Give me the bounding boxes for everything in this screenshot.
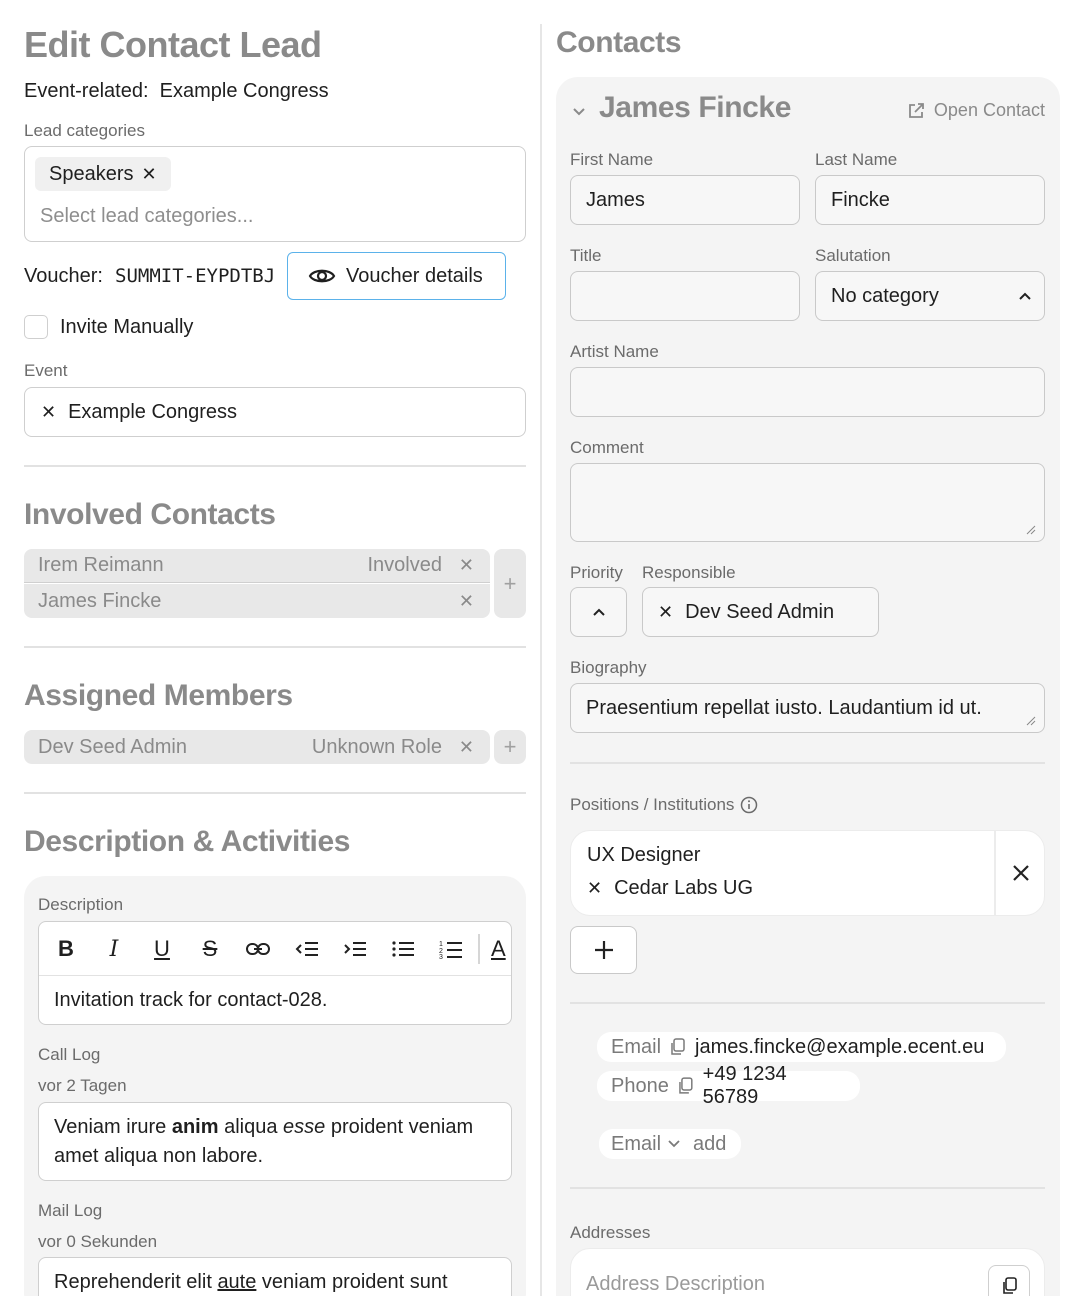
salutation-select[interactable] xyxy=(815,271,1045,321)
svg-text:1: 1 xyxy=(439,941,443,948)
assigned-member-name: Dev Seed Admin xyxy=(38,735,187,758)
contacts-section xyxy=(556,0,1060,1296)
chevron-up-icon xyxy=(1018,291,1032,301)
assigned-members-heading: Assigned Members xyxy=(24,679,293,712)
assigned-member-role: Unknown Role xyxy=(311,735,442,758)
responsible-select[interactable] xyxy=(642,587,879,637)
assigned-member-row[interactable] xyxy=(24,730,490,764)
add-position-button[interactable] xyxy=(570,926,637,974)
eye-icon xyxy=(308,266,336,286)
event-select[interactable] xyxy=(24,387,526,437)
contacts-heading: Contacts xyxy=(556,26,682,59)
title-label: Title xyxy=(570,246,602,265)
plus-icon: + xyxy=(503,734,517,759)
mail-log-time: vor 0 Sekunden xyxy=(38,1232,158,1251)
email-key: Email xyxy=(611,1035,662,1058)
add-involved-contact-button[interactable] xyxy=(494,549,526,618)
involved-contact-name: Irem Reimann xyxy=(38,554,164,576)
clear-event-icon[interactable]: ✕ xyxy=(41,401,57,422)
voucher-code: SUMMIT-EYPDTBJ xyxy=(115,265,276,287)
divider xyxy=(24,792,526,794)
link-icon[interactable] xyxy=(245,936,271,962)
numbered-list-icon[interactable] xyxy=(438,936,464,962)
email-value: james.fincke@example.ecent.eu xyxy=(695,1035,985,1058)
plus-icon xyxy=(593,939,615,961)
column-divider xyxy=(540,24,542,1296)
divider xyxy=(570,1002,1045,1004)
text-color-icon[interactable]: A xyxy=(491,936,506,961)
contact-name: James Fincke xyxy=(599,91,791,124)
first-name-label: First Name xyxy=(570,150,654,169)
comment-textarea[interactable] xyxy=(570,463,1045,542)
description-editor[interactable] xyxy=(38,921,512,1025)
remove-chip-icon[interactable]: ✕ xyxy=(141,163,157,184)
outdent-icon[interactable] xyxy=(294,936,320,962)
event-related-value: Example Congress xyxy=(159,80,329,102)
mail-log-entry[interactable] xyxy=(38,1257,512,1296)
toolbar-separator xyxy=(478,934,480,964)
divider xyxy=(570,762,1045,764)
add-member-button[interactable] xyxy=(494,730,526,764)
priority-select[interactable] xyxy=(570,587,627,637)
comment-label: Comment xyxy=(570,438,644,457)
addresses-label: Addresses xyxy=(570,1223,651,1242)
artist-name-label: Artist Name xyxy=(570,342,659,361)
underline-icon[interactable]: U xyxy=(154,936,170,961)
edit-contact-lead-form xyxy=(24,0,526,1296)
remove-contact-icon[interactable]: ✕ xyxy=(458,590,474,611)
contact-card xyxy=(556,77,1060,1296)
involved-contact-name: James Fincke xyxy=(38,589,162,612)
involved-contact-row[interactable] xyxy=(24,549,490,583)
description-activities-panel xyxy=(24,876,526,1296)
lead-category-chip-label: Speakers xyxy=(49,162,134,185)
responsible-label: Responsible xyxy=(642,563,736,582)
title-input[interactable] xyxy=(570,271,800,321)
mail-log-line-1: Reprehenderit elit aute veniam proident sunt xyxy=(54,1271,448,1293)
first-name-input[interactable]: James xyxy=(570,175,800,225)
call-log-label: Call Log xyxy=(38,1045,101,1064)
svg-text:3: 3 xyxy=(439,954,443,959)
position-card xyxy=(570,830,1045,916)
copy-icon[interactable] xyxy=(677,1077,693,1095)
open-contact-link[interactable]: Open Contact xyxy=(906,100,1045,121)
call-log-line-2: amet aliqua non labore. xyxy=(54,1145,264,1167)
address-description-input[interactable]: Address Description xyxy=(586,1273,765,1295)
voucher-label: Voucher: xyxy=(24,265,103,287)
artist-name-input[interactable] xyxy=(570,367,1045,417)
remove-contact-icon[interactable]: ✕ xyxy=(458,555,474,575)
resize-handle-icon[interactable] xyxy=(1026,716,1036,726)
last-name-label: Last Name xyxy=(815,150,898,169)
call-log-entry[interactable] xyxy=(38,1102,512,1181)
contact-method-type[interactable]: Email xyxy=(611,1132,662,1155)
position-card-separator xyxy=(994,831,996,915)
description-activities-heading: Description & Activities xyxy=(24,825,351,858)
svg-text:2: 2 xyxy=(439,948,443,955)
address-card xyxy=(570,1248,1045,1296)
collapse-chevron-icon[interactable] xyxy=(572,101,586,122)
bold-icon[interactable]: B xyxy=(58,936,74,961)
event-label: Event xyxy=(24,361,68,380)
voucher-details-label: Voucher details xyxy=(346,264,483,287)
email-pill[interactable] xyxy=(597,1032,1006,1062)
position-institution: ✕ Cedar Labs UG xyxy=(587,877,754,899)
lead-categories-label: Lead categories xyxy=(24,121,145,140)
copy-icon[interactable] xyxy=(669,1038,685,1056)
biography-label: Biography xyxy=(570,658,647,677)
lead-categories-select[interactable] xyxy=(24,146,526,242)
indent-icon[interactable] xyxy=(342,936,368,962)
chevron-up-icon xyxy=(592,607,606,617)
chevron-down-icon[interactable] xyxy=(667,1139,681,1149)
editor-toolbar xyxy=(39,922,512,976)
italic-icon[interactable]: I xyxy=(109,936,119,962)
position-title: UX Designer xyxy=(587,844,701,866)
lead-categories-placeholder[interactable]: Select lead categories... xyxy=(40,205,254,227)
biography-textarea[interactable]: Praesentium repellat iusto. Laudantium id ut. xyxy=(570,683,1045,733)
clear-institution-icon[interactable]: ✕ xyxy=(587,878,603,898)
mail-log-label: Mail Log xyxy=(38,1201,103,1220)
involved-contact-row[interactable] xyxy=(24,584,490,618)
divider xyxy=(24,646,526,648)
invite-manually-label: Invite Manually xyxy=(60,316,194,338)
call-log-time: vor 2 Tagen xyxy=(38,1076,127,1095)
resize-handle-icon[interactable] xyxy=(1026,525,1036,535)
strikethrough-icon[interactable]: S xyxy=(202,936,218,961)
close-icon xyxy=(1011,863,1031,883)
call-log-line-1: Veniam irure anim aliqua esse proident veniam xyxy=(54,1116,474,1138)
add-label[interactable]: add xyxy=(693,1132,727,1155)
clear-responsible-icon[interactable]: ✕ xyxy=(658,601,674,622)
invite-manually-checkbox[interactable] xyxy=(24,315,48,339)
divider xyxy=(570,1187,1045,1189)
description-text[interactable]: Invitation track for contact-028. xyxy=(54,989,328,1011)
salutation-value: No category xyxy=(831,284,939,307)
plus-icon: + xyxy=(503,570,517,596)
copy-icon xyxy=(1001,1277,1017,1295)
event-value: Example Congress xyxy=(68,400,238,423)
phone-key: Phone xyxy=(611,1074,669,1097)
phone-value: +49 1234 56789 xyxy=(702,1063,787,1108)
bullet-list-icon[interactable] xyxy=(390,936,416,962)
responsible-value: Dev Seed Admin xyxy=(685,600,835,623)
page-title: Edit Contact Lead xyxy=(24,24,322,65)
involved-contact-role: Involved xyxy=(367,554,442,576)
last-name-input[interactable]: Fincke xyxy=(815,175,1045,225)
voucher-details-button[interactable] xyxy=(287,252,506,300)
copy-address-button[interactable] xyxy=(988,1265,1030,1296)
remove-member-icon[interactable]: ✕ xyxy=(458,736,474,757)
remove-position-button[interactable] xyxy=(997,831,1045,915)
event-related-line xyxy=(24,80,329,103)
add-contact-method[interactable] xyxy=(599,1129,741,1159)
description-label: Description xyxy=(38,895,124,914)
info-icon[interactable] xyxy=(740,796,758,814)
involved-contacts-heading: Involved Contacts xyxy=(24,498,276,531)
divider xyxy=(24,465,526,467)
phone-pill[interactable] xyxy=(597,1063,860,1108)
lead-category-chip xyxy=(35,157,171,191)
priority-label: Priority xyxy=(570,563,623,582)
salutation-label: Salutation xyxy=(815,246,891,265)
positions-label: Positions / Institutions xyxy=(570,795,758,815)
external-link-icon xyxy=(906,101,926,121)
event-related-prefix: Event-related: xyxy=(24,80,149,102)
